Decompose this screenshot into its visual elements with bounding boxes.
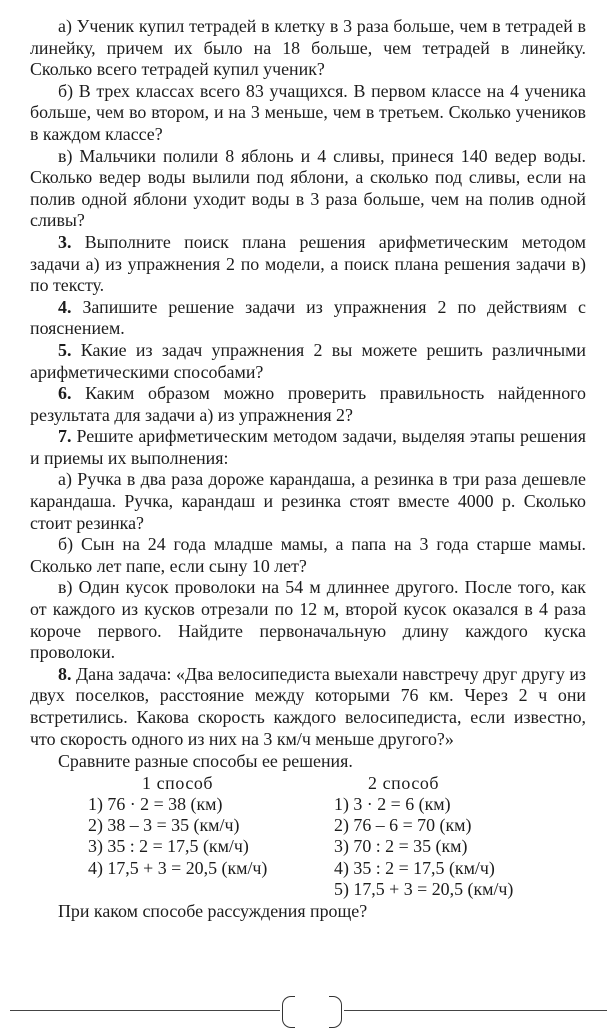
exercise-number: 8. [58,663,72,684]
exercise-number: 4. [58,296,72,317]
exercise-number: 5. [58,339,72,360]
method-2-column [334,773,574,900]
method-2-step: 5) 17,5 + 3 = 20,5 (км/ч) [334,878,514,899]
exercise-7b: б) Сын на 24 года младше мамы, а папа на 3 года старше мамы. Сколько лет папе, если сыну 10 лет? [30,534,586,576]
exercise-number: 6. [58,383,72,404]
exercise-3: 3. Выполните поиск плана решения арифметическим методом задачи а) из упражнения 2 по модели, а поиск плана решения задачи в) по тексту. [30,231,586,296]
page-number-bracket-left [282,996,295,1028]
method-2-title: 2 способ [368,772,440,793]
page-content [30,16,586,923]
method-2-step: 2) 76 – 6 = 70 (км) [334,815,472,836]
exercise-number: 3. [58,231,72,252]
method-1-step: 4) 17,5 + 3 = 20,5 (км/ч) [88,857,268,878]
exercise-2c: в) Мальчики полили 8 яблонь и 4 сливы, принеся 140 ведер воды. Сколько ведер воды вылили под яблони, а сколько под сливы, если на полив одной яблони уходит воды в 3 раза больше, чем на полив одной сливы? [30,145,586,231]
compare-intro: Сравните разные способы ее решения. [58,751,353,772]
footer-rule-left [10,1010,280,1011]
exercise-2b: б) В трех классах всего 83 учащихся. В первом классе на 4 ученика больше, чем во втором, и на 3 меньше, чем в третьем. Сколько учеников в каждом классе? [30,80,586,144]
exercise-8: 8. Дана задача: «Два велосипедиста выехали навстречу друг другу из двух поселков, расстояние между которыми 76 км. Через 2 ч они встретились. Какова скорость каждого велосипедиста, если известно, что скорость одного из них на 3 км/ч меньше другого?» [30,663,586,749]
method-2-step: 1) 3 · 2 = 6 (км) [334,793,451,814]
exercise-5: 5. Какие из задач упражнения 2 вы можете решить различными арифметическими способами? [30,339,586,382]
method-1-column [88,773,334,900]
solution-methods [30,773,586,900]
page-number-bracket-right [329,996,342,1028]
exercise-6: 6. Каким образом можно проверить правильность найденного результата для задачи а) из упражнения 2? [30,383,586,425]
method-1-step: 2) 38 – 3 = 35 (км/ч) [88,815,240,836]
exercise-7: 7. Решите арифметическим методом задачи, выделяя этапы решения и приемы их выполнения: [30,426,586,468]
method-1-step: 1) 76 · 2 = 38 (км) [88,793,223,814]
method-2-step: 4) 35 : 2 = 17,5 (км/ч) [334,857,495,878]
exercise-4: 4. Запишите решение задачи из упражнения 2 по действиям с пояснением. [30,296,586,339]
final-question: При каком способе рассуждения проще? [58,901,368,921]
exercise-7a: а) Ручка в два раза дороже карандаша, а резинка в три раза дешевле карандаша. Ручка, карандаш и резинка стоят вместе 4000 р. Сколько стоит резинка? [30,469,586,533]
method-2-step: 3) 70 : 2 = 35 (км) [334,836,468,857]
exercise-7c: в) Один кусок проволоки на 54 м длиннее другого. После того, как от каждого из кусков отрезали по 12 м, второй кусок оказался в 4 раза короче первого. Найдите первоначальную длину каждого куска проволоки. [30,577,586,663]
exercise-number: 7. [58,426,72,447]
exercise-2a: а) Ученик купил тетрадей в клетку в 3 раза больше, чем в тетрадей в линейку, причем их было на 18 больше, чем тетрадей в линейку. Сколько всего тетрадей купил ученик? [30,16,586,80]
footer-rule-right [344,1010,607,1011]
method-1-title: 1 способ [142,772,214,793]
page-footer [0,994,607,1030]
method-1-step: 3) 35 : 2 = 17,5 (км/ч) [88,836,249,857]
